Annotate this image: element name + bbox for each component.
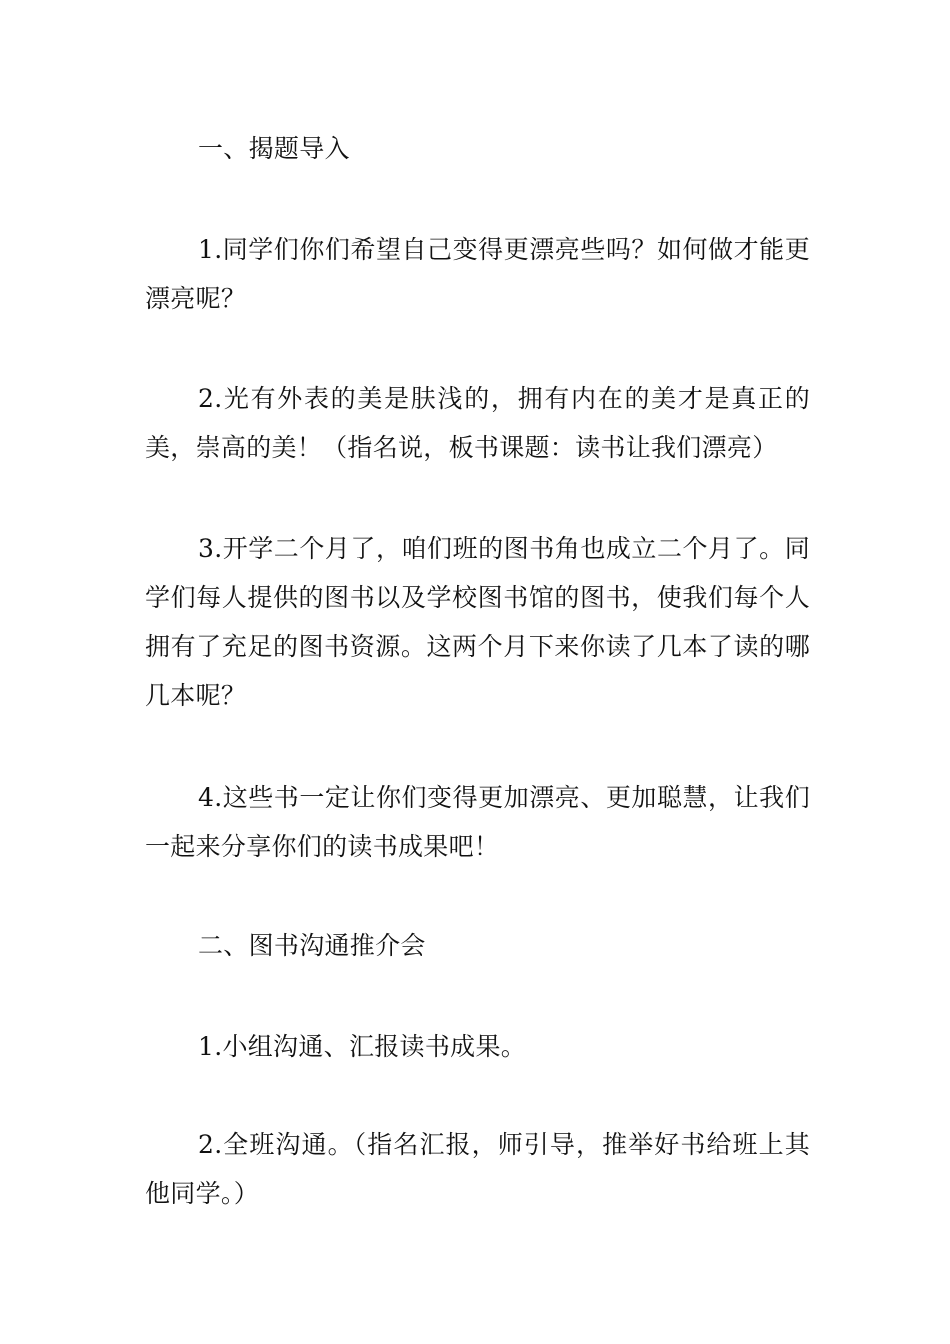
paragraph-1-1: 1.同学们你们希望自己变得更漂亮些吗？如何做才能更漂亮呢？ <box>145 235 810 313</box>
section-heading-2: 二、图书沟通推介会 <box>198 931 426 960</box>
paragraph-1-4: 4.这些书一定让你们变得更加漂亮、更加聪慧，让我们一起来分享你们的读书成果吧！ <box>145 783 810 861</box>
paragraph-2-2: 2.全班沟通。（指名汇报，师引导，推举好书给班上其他同学。） <box>145 1130 810 1208</box>
paragraph-1-2: 2.光有外表的美是肤浅的，拥有内在的美才是真正的美，崇高的美！（指名说，板书课题：读书让我们漂亮） <box>145 384 810 462</box>
section-heading-1: 一、揭题导入 <box>198 134 350 163</box>
paragraph-2-1: 1.小组沟通、汇报读书成果。 <box>198 1032 527 1061</box>
paragraph-1-3: 3.开学二个月了，咱们班的图书角也成立二个月了。同学们每人提供的图书以及学校图书馆的图书，使我们每个人拥有了充足的图书资源。这两个月下来你读了几本了读的哪几本呢？ <box>145 534 810 710</box>
